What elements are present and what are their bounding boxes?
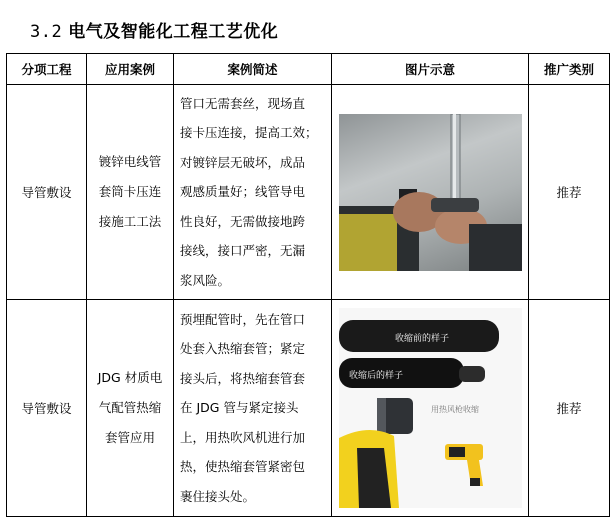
table-header-row [7,54,610,85]
row-case [87,85,174,300]
process-table [6,53,610,517]
section-number: 3.2 [30,22,63,42]
desc-line: 接线，接口严密，无漏 [180,243,306,259]
header-item: 分项工程 [7,54,87,85]
desc-line: 观感质量好；线管导电 [180,184,306,200]
desc-line: 对镀锌层无破坏，成品 [180,154,306,170]
row-item: 导管敷设 [7,85,87,300]
row-description [174,300,332,517]
desc-line: 预埋配管时，先在管口 [180,311,306,327]
header-category: 推广类别 [529,54,610,85]
case-line: 镀锌电线管 [98,154,162,169]
table-row [7,85,610,300]
case-line: JDG 材质电 [97,370,163,385]
header-case: 应用案例 [87,54,174,85]
photo-label-heatgun: 用热风枪收缩 [430,405,479,414]
section-title: 电气及智能化工程工艺优化 [68,22,279,42]
desc-line: 裹住接头处。 [180,488,256,504]
desc-line: 性良好，无需做接地跨 [180,213,306,229]
case-line: 套筒卡压连 [98,184,162,199]
row-description [174,85,332,300]
desc-line: 处套入热缩套管；紧定 [180,341,306,357]
section-heading [30,17,278,42]
desc-line: 接卡压连接，提高工效； [180,125,318,141]
row-category: 推荐 [529,85,610,300]
desc-line: 上，用热吹风机进行加 [180,429,306,445]
row-case [87,300,174,517]
desc-line: 浆风险。 [180,272,231,288]
heat-shrink-photo [339,308,522,508]
photo-label-after: 收缩后的样子 [348,371,403,381]
desc-line: 管口无需套丝，现场直 [180,95,306,111]
desc-line: 热，使热缩套管紧密包 [180,459,306,475]
header-image: 图片示意 [332,54,529,85]
row-image-cell [332,85,529,300]
row-image-cell [332,300,529,517]
case-line: 气配管热缩 [98,400,162,415]
case-line: 接施工工法 [98,214,162,229]
desc-line: 接头后，将热缩套管套 [180,370,306,386]
row-category: 推荐 [529,300,610,517]
case-line: 套管应用 [104,430,155,445]
header-description: 案例简述 [174,54,332,85]
desc-line: 在 JDG 管与紧定接头 [180,400,299,416]
crimp-tool-photo [339,114,522,271]
row-item: 导管敷设 [7,300,87,517]
table-row [7,300,610,517]
photo-label-before: 收缩前的样子 [394,334,449,344]
